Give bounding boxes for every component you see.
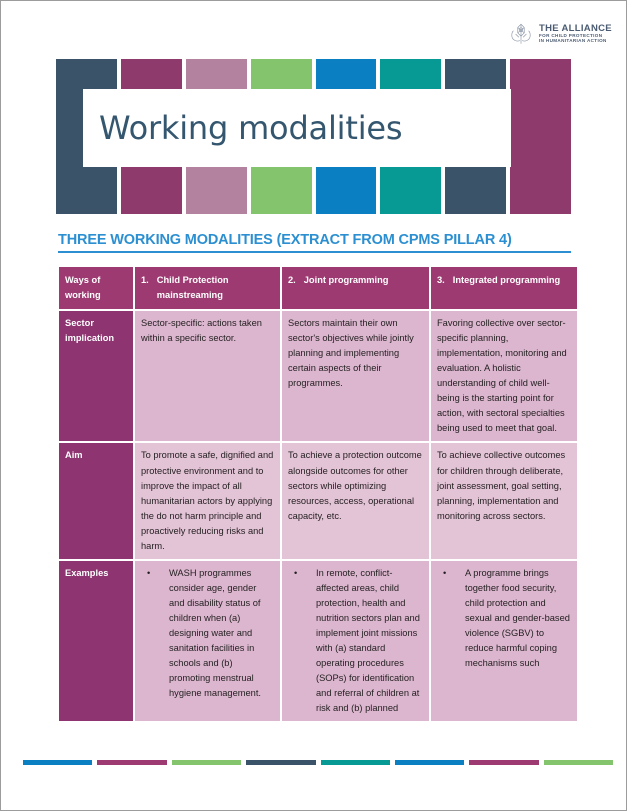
section-heading	[58, 232, 571, 253]
bullet-list	[437, 566, 571, 671]
footer-bar-purple-1	[97, 760, 166, 765]
table-row-label: Aim	[59, 443, 133, 558]
table-header-row	[59, 267, 577, 309]
table-row	[59, 561, 577, 721]
table-row-label: Sector implication	[59, 311, 133, 441]
footer-bar-slate-1	[246, 760, 315, 765]
table-cell	[282, 561, 429, 721]
hands-child-logo-icon	[508, 21, 534, 47]
banner-title-box	[83, 89, 511, 167]
table-cell: To promote a safe, dignified and protective environment and to improve the impact of all humanitarian actors by applying the do not harm principle and proactively reducing risks and harm.	[135, 443, 280, 558]
list-item: • A programme brings together food security, child protection and sexual and gender-based violence (SGBV) to reduce harmful coping mechanisms such	[453, 566, 571, 671]
footer-bar-teal-1	[321, 760, 390, 765]
column-header-label: Child Protection mainstreaming	[156, 275, 229, 301]
table-cell: To achieve collective outcomes for children through deliberate, joint assessment, goal setting, planning, implementation and monitoring across sectors.	[431, 443, 577, 558]
logo-line-3: IN HUMANITARIAN ACTION	[539, 37, 607, 43]
table-row	[59, 311, 577, 441]
banner-block-purple-2	[510, 59, 571, 214]
logo-line-2: FOR CHILD PROTECTION	[539, 33, 603, 39]
table-column-header-2	[282, 267, 429, 309]
column-header-number: 1.	[141, 275, 149, 285]
table-cell: To achieve a protection outcome alongside outcomes for other sectors while optimizing resources, access, operational capacity, etc.	[282, 443, 429, 558]
header-banner	[56, 59, 571, 214]
table-cell: Sector-specific: actions taken within a specific sector.	[135, 311, 280, 441]
list-item: • WASH programmes consider age, gender and disability status of children when (a) designing water and sanitation facilities in schools and (b) promoting menstrual hygiene management.	[157, 566, 274, 701]
footer-bar-green-2	[544, 760, 613, 765]
footer-bar-blue-2	[395, 760, 464, 765]
column-header-label: Joint programming	[303, 275, 389, 285]
table-row	[59, 443, 577, 558]
table-column-header-3	[431, 267, 577, 309]
footer-bar-green-1	[172, 760, 241, 765]
list-item: • In remote, conflict-affected areas, child protection, health and nutrition sectors plan and implement joint missions with (a) standard operating procedures (SOPs) for identification and referral of children at risk and (b) planned	[304, 566, 423, 716]
bullet-list	[288, 566, 423, 716]
alliance-logo	[508, 21, 612, 47]
working-modalities-table	[57, 265, 579, 723]
bullet-list	[141, 566, 274, 701]
section-heading-rule	[58, 251, 571, 253]
column-header-label: Integrated programming	[452, 275, 561, 285]
table-cell	[431, 561, 577, 721]
footer-bar-purple-2	[469, 760, 538, 765]
logo-wordmark	[539, 24, 612, 44]
footer-bar-blue-1	[23, 760, 92, 765]
table-cell: Favoring collective over sector-specific planning, implementation, monitoring and evaluation. A holistic understanding of child well-being is the starting point for action, with sectoral specialties being used to meet that goal.	[431, 311, 577, 441]
footer-color-bars	[23, 760, 613, 765]
section-heading-text: THREE WORKING MODALITIES (EXTRACT FROM CPMS PILLAR 4)	[58, 232, 512, 248]
table-row-label: Examples	[59, 561, 133, 721]
table-header-corner: Ways of working	[59, 267, 133, 309]
column-header-number: 2.	[288, 275, 296, 285]
table-column-header-1	[135, 267, 280, 309]
table-cell	[135, 561, 280, 721]
page-title: Working modalities	[99, 109, 403, 147]
logo-line-1: THE ALLIANCE	[539, 23, 612, 35]
column-header-number: 3.	[437, 275, 445, 285]
table-cell: Sectors maintain their own sector's objectives while jointly planning and implementing certain aspects of their programmes.	[282, 311, 429, 441]
